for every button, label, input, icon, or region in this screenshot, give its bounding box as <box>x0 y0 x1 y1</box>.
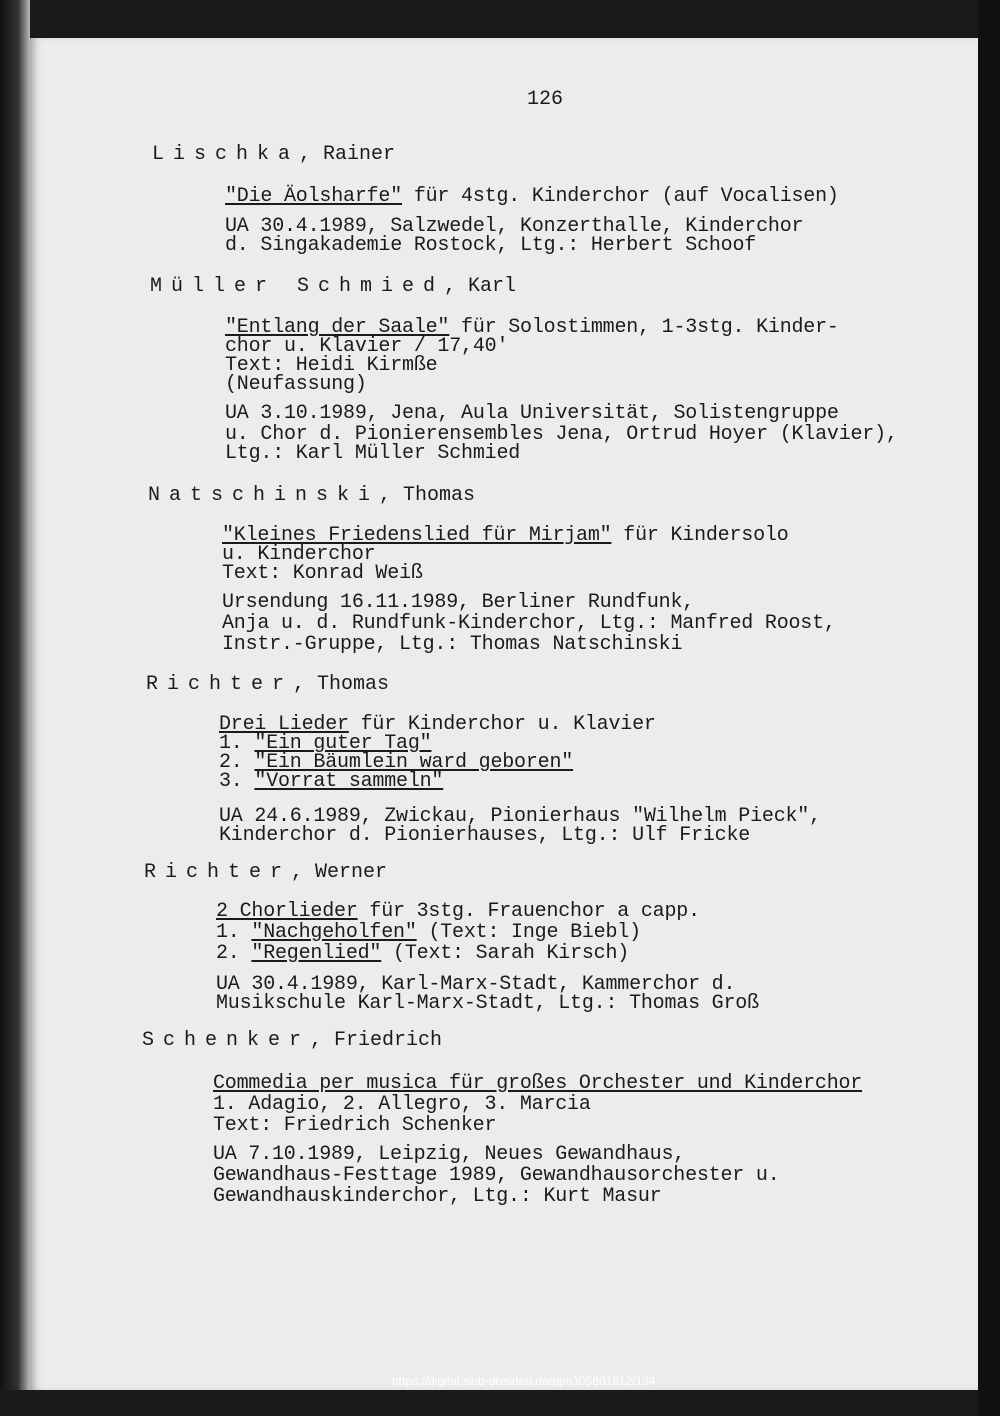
composer-name <box>142 1031 442 1051</box>
entry-line <box>216 942 630 965</box>
page-number: 126 <box>527 88 564 111</box>
composer-name <box>146 675 389 695</box>
entry-line <box>213 1143 686 1166</box>
work-title: "Vorrat sammeln" <box>254 770 444 793</box>
entry-line <box>225 234 757 257</box>
entry-line <box>222 562 423 585</box>
source-url: https://digital.slub-dresden.de/ppn305801612/134 <box>392 1374 656 1388</box>
text-segment: Text: Konrad Weiß <box>222 562 423 585</box>
entry-line <box>213 1185 662 1208</box>
text-segment: 1. <box>216 921 252 944</box>
text-segment: Gewandhaus-Festtage 1989, Gewandhausorchester u. <box>213 1164 780 1187</box>
text-segment: 2. <box>219 751 255 774</box>
work-title: "Entlang der Saale" <box>225 316 450 339</box>
text-segment: Ltg.: Karl Müller Schmied <box>225 442 521 465</box>
text-segment: Text: Heidi Kirmße <box>225 354 438 377</box>
text-segment: (Neufassung) <box>225 373 367 396</box>
composer-name <box>150 277 516 297</box>
composer-surname: Schenker <box>142 1029 311 1052</box>
text-segment: UA 30.4.1989, Salzwedel, Konzerthalle, Kinderchor <box>225 215 804 238</box>
separator: , <box>299 143 324 166</box>
work-title: Commedia per musica für großes Orchester und Kinderchor <box>213 1072 863 1095</box>
text-segment: 2. <box>216 942 252 965</box>
text-segment: für 4stg. Kinderchor (auf Vocalisen) <box>402 185 839 208</box>
composer-name <box>148 486 475 506</box>
text-segment: UA 3.10.1989, Jena, Aula Universität, Solistengruppe <box>225 402 839 425</box>
composer-surname: Richter <box>146 673 294 696</box>
composer-given-name: Thomas <box>403 484 476 507</box>
entry-line <box>219 824 751 847</box>
text-segment: UA 24.6.1989, Zwickau, Pionierhaus "Wilhelm Pieck", <box>219 805 821 828</box>
composer-surname: Lischka <box>152 143 300 166</box>
text-segment: chor u. Klavier / 17,40' <box>225 335 509 358</box>
separator: , <box>444 275 469 298</box>
text-segment: u. Chor d. Pionierensembles Jena, Ortrud Hoyer (Klavier), <box>225 423 898 446</box>
entry-line <box>225 185 839 208</box>
composer-name <box>152 145 395 165</box>
separator: , <box>379 484 404 507</box>
text-segment: Ursendung 16.11.1989, Berliner Rundfunk, <box>222 591 695 614</box>
text-segment: Musikschule Karl-Marx-Stadt, Ltg.: Thomas Groß <box>216 992 759 1015</box>
work-title: "Ein Bäumlein ward geboren" <box>254 751 574 774</box>
text-segment: für Kindersolo <box>611 524 789 547</box>
text-segment: UA 30.4.1989, Karl-Marx-Stadt, Kammerchor d. <box>216 973 736 996</box>
work-title: "Nachgeholfen" <box>251 921 417 944</box>
composer-name <box>144 863 387 883</box>
separator: , <box>291 861 316 884</box>
text-segment: (Text: Inge Biebl) <box>416 921 641 944</box>
text-segment: Text: Friedrich Schenker <box>213 1114 497 1137</box>
entry-line <box>225 402 839 425</box>
text-segment: Kinderchor d. Pionierhauses, Ltg.: Ulf Fricke <box>219 824 751 847</box>
entry-line <box>216 900 700 923</box>
work-title: 2 Chorlieder <box>216 900 358 923</box>
work-title: "Regenlied" <box>251 942 382 965</box>
text-segment: (Text: Sarah Kirsch) <box>381 942 630 965</box>
text-segment: d. Singakademie Rostock, Ltg.: Herbert Schoof <box>225 234 757 257</box>
text-segment: für Kinderchor u. Klavier <box>348 713 656 736</box>
entry-line <box>213 1164 780 1187</box>
entry-line <box>222 633 683 656</box>
work-title: "Die Äolsharfe" <box>225 185 403 208</box>
composer-given-name: Werner <box>315 861 388 884</box>
scan-edge <box>978 0 1000 1416</box>
text-segment: für 3stg. Frauenchor a capp. <box>357 900 700 923</box>
entry-line <box>222 612 836 635</box>
composer-surname: Müller Schmied <box>150 275 445 298</box>
work-title: "Ein guter Tag" <box>254 732 432 755</box>
work-title: Drei Lieder <box>219 713 349 736</box>
text-segment: 3. <box>219 770 255 793</box>
text-segment: Gewandhauskinderchor, Ltg.: Kurt Masur <box>213 1185 662 1208</box>
composer-given-name: Rainer <box>323 143 396 166</box>
entry-line <box>216 992 759 1015</box>
work-title: "Kleines Friedenslied für Mirjam" <box>222 524 612 547</box>
text-segment: u. Kinderchor <box>222 543 376 566</box>
composer-given-name: Friedrich <box>334 1029 443 1052</box>
text-segment: UA 7.10.1989, Leipzig, Neues Gewandhaus, <box>213 1143 686 1166</box>
entry-line <box>219 770 444 793</box>
text-segment: Anja u. d. Rundfunk-Kinderchor, Ltg.: Manfred Roost, <box>222 612 836 635</box>
text-segment: 1. Adagio, 2. Allegro, 3. Marcia <box>213 1093 591 1116</box>
text-segment: 1. <box>219 732 255 755</box>
composer-surname: Natschinski <box>148 484 380 507</box>
entry-line <box>213 1114 497 1137</box>
text-segment: für Solostimmen, 1-3stg. Kinder- <box>449 316 839 339</box>
separator: , <box>293 673 318 696</box>
text-segment: Instr.-Gruppe, Ltg.: Thomas Natschinski <box>222 633 683 656</box>
composer-given-name: Thomas <box>317 673 390 696</box>
entry-line <box>213 1093 591 1116</box>
composer-given-name: Karl <box>468 275 517 298</box>
entry-line <box>216 921 641 944</box>
entry-line <box>225 442 521 465</box>
entry-line <box>222 591 695 614</box>
entry-line <box>213 1072 863 1095</box>
separator: , <box>310 1029 335 1052</box>
composer-surname: Richter <box>144 861 292 884</box>
entry-line <box>225 373 367 396</box>
